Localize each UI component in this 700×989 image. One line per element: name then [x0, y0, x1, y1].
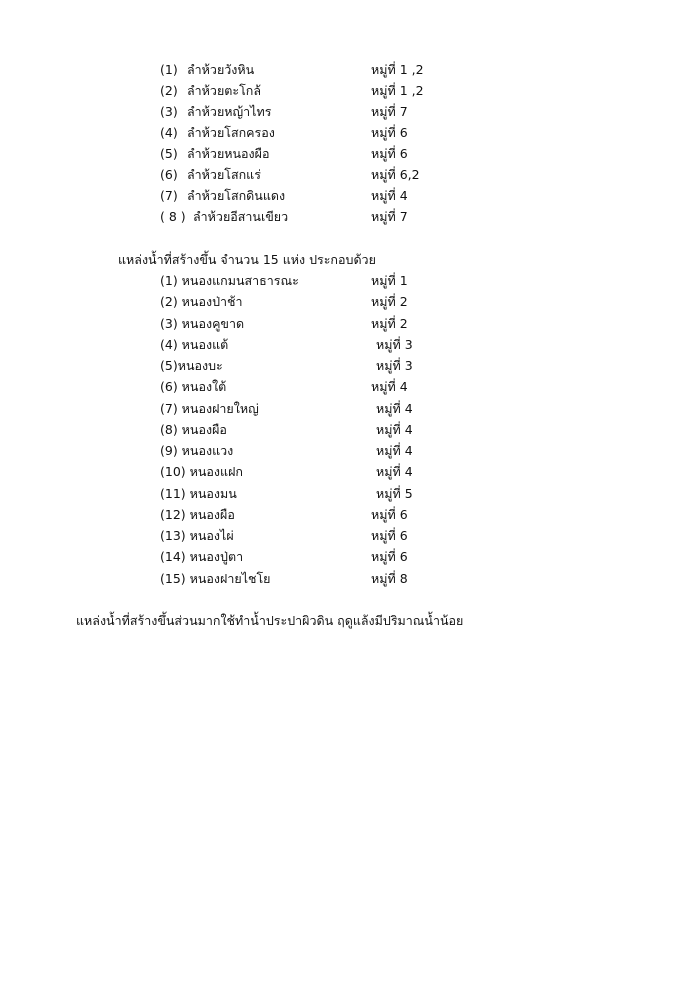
village-number: หมู่ที่ 1 ,2	[371, 83, 424, 98]
list-item	[160, 376, 450, 398]
pond-name: (10) หนองแฝก	[160, 464, 243, 479]
stream-name: ลำห้วยโสกครอง	[187, 125, 275, 140]
village-number: หมู่ที่ 7	[371, 104, 408, 119]
village-number: หมู่ที่ 6	[371, 549, 408, 564]
village-number: หมู่ที่ 4	[376, 401, 413, 416]
list-item	[160, 291, 450, 313]
village-number: หมู่ที่ 6	[371, 125, 408, 140]
pond-name: (9) หนองแวง	[160, 443, 234, 458]
stream-name: ลำห้วยโสกแร่	[187, 167, 261, 182]
item-number: (6)	[160, 167, 178, 182]
pond-name: (14) หนองปู่ตา	[160, 549, 244, 564]
list-item	[160, 398, 450, 420]
village-number: หมู่ที่ 5	[376, 486, 413, 501]
village-number: หมู่ที่ 3	[376, 358, 413, 373]
item-number: (1)	[160, 62, 178, 77]
list-item	[160, 483, 450, 505]
pond-name: (4) หนองแต้	[160, 337, 229, 352]
item-number: (2)	[160, 83, 178, 98]
pond-name: (15) หนองฝายไชโย	[160, 571, 271, 586]
list-item	[160, 270, 450, 292]
list-item	[160, 122, 450, 144]
list-item	[160, 185, 450, 207]
pond-name: (5)หนองบะ	[160, 358, 223, 373]
list-item	[160, 461, 450, 483]
list-item	[160, 440, 450, 462]
village-number: หมู่ที่ 7	[371, 209, 408, 224]
list-item	[160, 101, 450, 123]
item-number: (7)	[160, 188, 178, 203]
stream-name: ลำห้วยหญ้าไทร	[187, 104, 272, 119]
list-item	[160, 206, 450, 228]
pond-name: (7) หนองฝายใหญ่	[160, 401, 259, 416]
village-number: หมู่ที่ 6	[371, 146, 408, 161]
village-number: หมู่ที่ 1	[371, 273, 408, 288]
village-number: หมู่ที่ 6	[371, 528, 408, 543]
village-number: หมู่ที่ 4	[376, 422, 413, 437]
village-number: หมู่ที่ 1 ,2	[371, 62, 424, 77]
list-item	[160, 334, 450, 356]
village-number: หมู่ที่ 4	[376, 443, 413, 458]
village-number: หมู่ที่ 6	[371, 507, 408, 522]
village-number: หมู่ที่ 2	[371, 294, 408, 309]
footer-note: แหล่งน้ำที่สร้างขึ้นส่วนมากใช้ทำน้ำประปาผิวดิน ฤดูแล้งมีปริมาณน้ำน้อย	[76, 613, 464, 628]
pond-name: (3) หนองคูขาด	[160, 316, 245, 331]
pond-name: (11) หนองมน	[160, 486, 237, 501]
list-item	[160, 59, 450, 81]
village-number: หมู่ที่ 4	[371, 379, 408, 394]
pond-name: (8) หนองผือ	[160, 422, 227, 437]
list-item	[160, 546, 450, 568]
stream-name: ลำห้วยอีสานเขียว	[193, 209, 289, 224]
list-item	[160, 355, 450, 377]
village-number: หมู่ที่ 8	[371, 571, 408, 586]
stream-name: ลำห้วยตะโกล้	[187, 83, 262, 98]
item-number: (3)	[160, 104, 178, 119]
village-number: หมู่ที่ 3	[376, 337, 413, 352]
village-number: หมู่ที่ 6,2	[371, 167, 420, 182]
stream-name: ลำห้วยหนองผือ	[187, 146, 270, 161]
list-item	[160, 313, 450, 335]
pond-name: (12) หนองผือ	[160, 507, 235, 522]
list-item	[160, 143, 450, 165]
pond-name: (2) หนองป่าช้า	[160, 294, 243, 309]
village-number: หมู่ที่ 4	[376, 464, 413, 479]
built-sources-heading: แหล่งน้ำที่สร้างขึ้น จำนวน 15 แห่ง ประกอบด้วย	[118, 252, 376, 267]
list-item	[160, 419, 450, 441]
pond-name: (1) หนองแกมนสาธารณะ	[160, 273, 299, 288]
pond-name: (13) หนองไผ่	[160, 528, 234, 543]
village-number: หมู่ที่ 2	[371, 316, 408, 331]
stream-name: ลำห้วยโสกดินแดง	[187, 188, 286, 203]
list-item	[160, 568, 450, 590]
pond-name: (6) หนองใต้	[160, 379, 227, 394]
list-item	[160, 80, 450, 102]
list-item	[160, 525, 450, 547]
stream-name: ลำห้วยวังหิน	[187, 62, 255, 77]
item-number: (4)	[160, 125, 178, 140]
village-number: หมู่ที่ 4	[371, 188, 408, 203]
list-item	[160, 164, 450, 186]
item-number: ( 8 )	[160, 209, 186, 224]
list-item	[160, 504, 450, 526]
item-number: (5)	[160, 146, 178, 161]
